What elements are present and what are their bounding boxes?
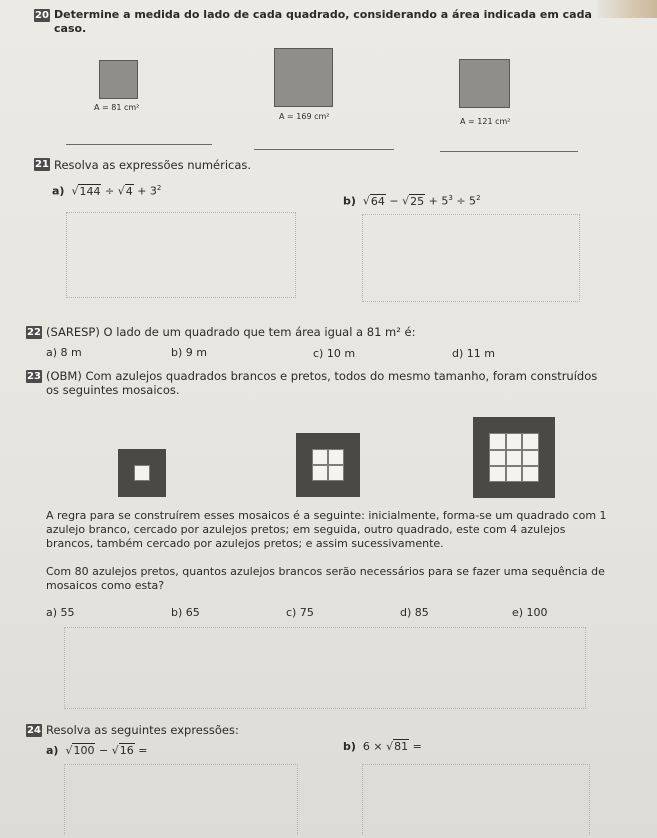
- square-121-caption: A = 121 cm²: [460, 117, 511, 126]
- q22-option-a[interactable]: a) 8 m: [46, 346, 82, 359]
- square-81-caption: A = 81 cm²: [94, 103, 140, 112]
- question-20-text: Determine a medida do lado de cada quadrado, considerando a área indicada em cada caso.: [54, 8, 592, 35]
- q24a-equals: =: [134, 744, 148, 757]
- square-81: [99, 60, 138, 99]
- question-24-text: Resolva as seguintes expressões:: [46, 723, 239, 737]
- mosaic-1: [118, 449, 166, 497]
- q21b-radicand-25: 25: [410, 194, 425, 208]
- q21b-tail2: ÷ 5: [452, 194, 477, 208]
- q24a-answer-box[interactable]: [64, 764, 298, 835]
- question-24-number: 24: [27, 725, 41, 736]
- q21b-expression: b) $√64 - √25 + 5^3 \div 5^2$: [343, 194, 481, 208]
- q22-option-b[interactable]: b) 9 m: [171, 346, 207, 359]
- q24a-label: a): [46, 744, 59, 757]
- q23-option-a[interactable]: a) 55: [46, 606, 75, 619]
- q24a-radicand-100: 100: [73, 744, 95, 757]
- square-169: [274, 48, 333, 107]
- answer-line-2: [254, 149, 394, 150]
- q23-option-e[interactable]: e) 100: [512, 606, 548, 619]
- question-21-text: Resolva as expressões numéricas.: [54, 158, 252, 172]
- question-23-text: (OBM) Com azulejos quadrados brancos e pretos, todos do mesmo tamanho, foram construídos os seguintes mosaicos.: [46, 369, 598, 397]
- q21a-radicand-144: 144: [79, 184, 101, 198]
- question-21-number: 21: [35, 159, 49, 170]
- q24b-radicand-81: 81: [394, 740, 409, 753]
- q21a-expression: a) $√144 \div √4 + 3^2$: [52, 184, 162, 198]
- q24b-answer-box[interactable]: [362, 764, 590, 835]
- q21b-exponent-2: 2: [476, 194, 481, 202]
- question-23-number: 23: [27, 371, 41, 382]
- q21b-answer-box[interactable]: [362, 214, 580, 302]
- q21b-minus: −: [385, 194, 403, 208]
- square-121: [459, 59, 510, 108]
- q24a-minus: −: [95, 744, 112, 757]
- q21b-tail: + 5: [425, 194, 449, 208]
- answer-line-1: [66, 144, 212, 145]
- q21b-exponent-1: 3: [448, 194, 453, 202]
- q21b-label: b): [343, 194, 356, 208]
- q21a-label: a): [52, 184, 65, 198]
- square-169-caption: A = 169 cm²: [279, 112, 330, 121]
- q24a-radicand-16: 16: [119, 744, 134, 757]
- q24b-expression: b) 6 × √81 =: [343, 740, 422, 753]
- q24a-expression: a) √100 − √16 =: [46, 744, 148, 757]
- q23-option-d[interactable]: d) 85: [400, 606, 429, 619]
- q24b-equals: =: [409, 740, 422, 753]
- question-23-question: Com 80 azulejos pretos, quantos azulejos brancos serão necessários para se fazer uma sequência de mosaicos como esta?: [46, 565, 605, 592]
- q23-option-c[interactable]: c) 75: [286, 606, 314, 619]
- q24b-label: b): [343, 740, 356, 753]
- q21b-radicand-64: 64: [370, 194, 385, 208]
- mosaic-3: [473, 417, 555, 498]
- question-22-number: 22: [27, 327, 41, 338]
- question-20-number: 20: [35, 10, 49, 21]
- q22-option-c[interactable]: c) 10 m: [313, 347, 356, 360]
- question-23-rule: A regra para se construírem esses mosaicos é a seguinte: inicialmente, forma-se um quadrado com 1 azulejo branco, cercado por azulejos pretos; em seguida, outro quadrado, este com 4 azulejos brancos, também cercado por azulejos pretos; e assim sucessivamente.: [46, 509, 607, 550]
- q21a-div: ÷: [101, 184, 118, 198]
- mosaic-2: [296, 433, 360, 497]
- q21a-radicand-4: 4: [125, 184, 133, 198]
- question-22-text: (SARESP) O lado de um quadrado que tem área igual a 81 m² é:: [46, 325, 416, 339]
- answer-line-3: [440, 151, 578, 152]
- q24b-six: 6 ×: [362, 740, 387, 753]
- q21a-answer-box[interactable]: [66, 212, 296, 298]
- q21a-exponent: 2: [156, 184, 162, 192]
- q23-answer-box[interactable]: [64, 627, 586, 709]
- q21a-tail: + 3: [133, 184, 157, 198]
- q22-option-d[interactable]: d) 11 m: [452, 347, 495, 360]
- q23-option-b[interactable]: b) 65: [171, 606, 200, 619]
